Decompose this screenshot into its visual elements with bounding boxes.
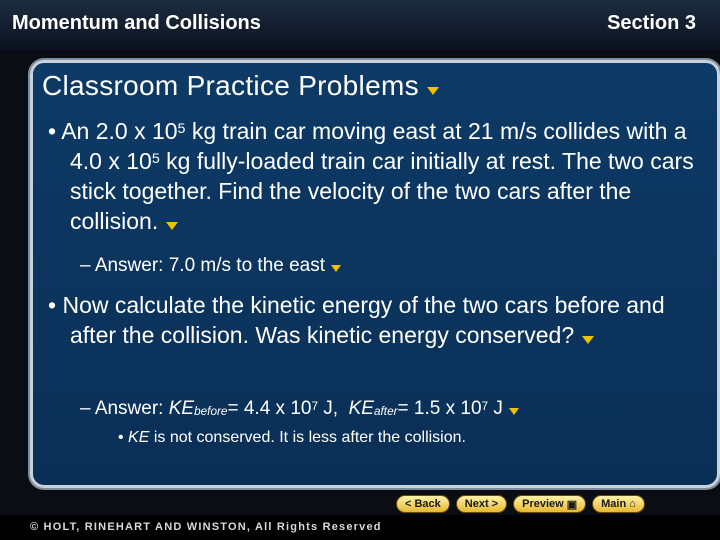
nav-bar <box>396 495 645 513</box>
problem-1-exponent-b: 5 <box>151 151 160 167</box>
advance-arrow-icon[interactable] <box>427 87 439 95</box>
main-label: Main <box>601 498 627 510</box>
problem-1-bullet: • An 2.0 x $10^5$ kg train car moving east at 21 m/s collides with a 4.0 x $10^5$ kg fully-loaded train car initially at rest. The two cars stick together. Find the velocity of the two cars after the collision. <box>48 118 694 234</box>
note-ke-symbol: KE <box>128 429 150 446</box>
ke-after-unit: J <box>488 398 503 419</box>
after-subscript: after <box>373 405 398 418</box>
ke-before-symbol: KE <box>168 398 195 419</box>
next-button[interactable] <box>456 495 507 513</box>
advance-arrow-icon[interactable] <box>582 336 594 344</box>
before-subscript: before <box>194 405 228 418</box>
back-label: < Back <box>405 498 441 510</box>
copyright-text: © HOLT, RINEHART AND WINSTON, All Rights Reserved <box>30 521 382 533</box>
problem-2-text: Now calculate the kinetic energy of the two cars before and after the collision. Was kinetic energy conserved? <box>62 292 665 348</box>
problem-1-text-b: kg train car moving east at 21 m/s collides with a 4.0 x 10 <box>70 118 687 174</box>
advance-arrow-icon[interactable] <box>331 265 341 272</box>
note-text: is not conserved. It is less after the collision. <box>149 429 466 446</box>
ke-before-value: = 4.4 x 10 <box>227 398 312 419</box>
next-label: Next > <box>464 498 499 510</box>
ke-after-exponent: 7 <box>481 400 489 413</box>
slide-title <box>42 70 439 102</box>
ke-before-exponent: 7 <box>311 400 318 413</box>
preview-button[interactable] <box>513 495 586 513</box>
advance-arrow-icon[interactable] <box>166 222 178 230</box>
problem-1-text-a: An 2.0 x 10 <box>61 118 178 144</box>
note-bullet: • KE is not conserved. It is less after the collision. <box>118 429 466 446</box>
back-button[interactable] <box>396 495 450 513</box>
slide-title-text: Classroom Practice Problems <box>42 70 419 101</box>
problem-1-exponent-a: 5 <box>177 121 186 137</box>
advance-arrow-icon[interactable] <box>509 408 519 415</box>
ke-before-unit: J, <box>318 398 339 419</box>
ke-after-value: = 1.5 x 10 <box>397 398 482 419</box>
problem-2-bullet: • Now calculate the kinetic energy of the two cars before and after the collision. Was kinetic energy conserved? <box>48 292 665 348</box>
ke-after-symbol: KE <box>348 398 374 419</box>
problem-1-text-c: kg fully-loaded train car initially at rest. The two cars stick together. Find the velocity of the two cars after the collision. <box>70 148 694 234</box>
home-icon: ⌂ <box>629 498 636 510</box>
preview-icon: ▣ <box>566 498 578 511</box>
preview-label: Preview <box>522 498 564 510</box>
answer-2-prefix: Answer: <box>94 398 169 419</box>
answer-1-text: Answer: 7.0 m/s to the east <box>94 255 326 276</box>
answer-1-bullet: – Answer: 7.0 m/s to the east <box>80 253 341 279</box>
main-button[interactable] <box>592 495 645 513</box>
section-label: Section 3 <box>607 12 696 34</box>
answer-2-bullet: – Answer: $KE_{before}= 4.4$ x $10^7$ J, $KE_{after}= 1.5$ x $10^7$ J <box>80 396 519 422</box>
chapter-title: Momentum and Collisions <box>12 12 261 34</box>
